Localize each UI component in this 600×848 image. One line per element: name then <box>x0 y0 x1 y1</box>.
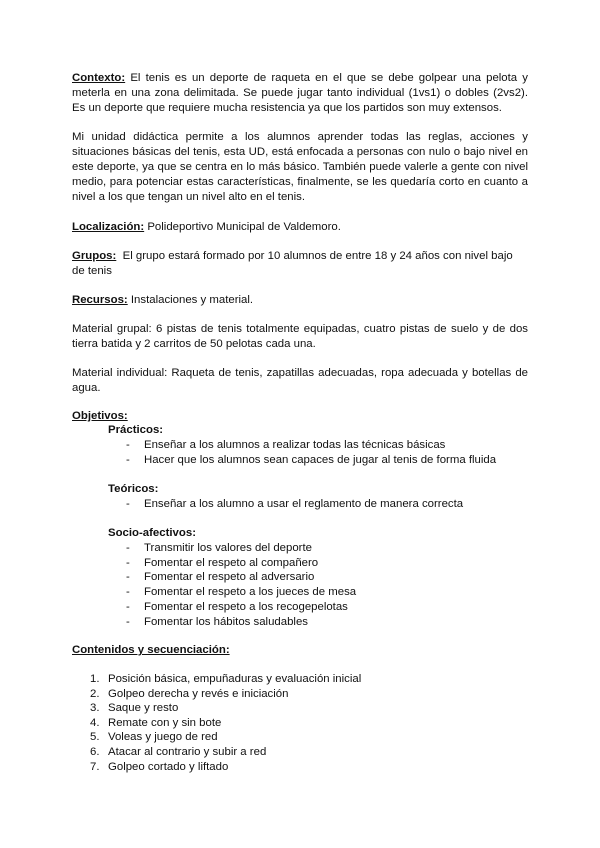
list-item: - Fomentar el respeto a los jueces de mesa <box>72 585 528 600</box>
grupos-text: El grupo estará formado por 10 alumnos de entre 18 y 24 años con nivel bajo de tenis <box>72 250 513 277</box>
list-item: - Fomentar el respeto a los recogepelotas <box>72 600 528 615</box>
socio-afectivos-heading: Socio-afectivos: <box>108 527 196 539</box>
unidad-paragraph <box>72 130 528 205</box>
list-item: - Transmitir los valores del deporte <box>72 541 528 556</box>
localizacion-text: Polideportivo Municipal de Valdemoro. <box>147 221 341 233</box>
item-text: Voleas y juego de red <box>108 731 218 744</box>
recursos-text: Instalaciones y material. <box>130 294 254 306</box>
item-number: 5. <box>90 731 100 744</box>
list-item: - Hacer que los alumnos sean capaces de jugar al tenis de forma fluida <box>72 453 528 468</box>
socio-afectivos-list <box>72 541 528 629</box>
item-text: Remate con y sin bote <box>108 716 222 729</box>
practicos-heading: Prácticos: <box>108 424 164 436</box>
contenidos-heading <box>72 643 528 658</box>
list-item <box>72 687 528 702</box>
grupos-paragraph <box>72 249 528 279</box>
list-item: - Fomentar el respeto al adversario <box>72 570 528 585</box>
item-number: 1. <box>90 673 100 685</box>
item-text: Atacar al contrario y subir a red <box>108 745 267 758</box>
practicos-list <box>72 438 528 467</box>
teoricos-list <box>72 497 528 512</box>
material-grupal-text: Material grupal: 6 pistas de tenis totalmente equipadas, cuatro pistas de suelo y de dos tierra batida y 2 carritos de 50 pelotas cada una. <box>72 323 528 350</box>
localizacion-paragraph <box>72 220 528 235</box>
item-number: 3. <box>90 702 100 715</box>
contexto-paragraph <box>72 71 528 116</box>
list-item <box>72 730 528 745</box>
list-item <box>72 716 528 731</box>
list-item <box>72 672 528 687</box>
list-item <box>72 745 528 760</box>
item-text: Golpeo cortado y liftado <box>108 760 229 773</box>
contenidos-list <box>72 672 528 774</box>
list-item <box>72 701 528 716</box>
material-grupal-paragraph <box>72 322 528 352</box>
item-text: Saque y resto <box>108 702 179 715</box>
item-number: 4. <box>90 716 100 729</box>
recursos-paragraph <box>72 293 528 308</box>
teoricos-heading: Teóricos: <box>108 483 159 495</box>
objetivos-label: Objetivos: <box>72 410 128 422</box>
contexto-label: Contexto: <box>72 72 126 84</box>
material-individual-text: Material individual: Raqueta de tenis, zapatillas adecuadas, ropa adecuada y botellas de agua. <box>72 367 528 394</box>
item-text: Golpeo derecha y revés e iniciación <box>108 687 289 700</box>
list-item: - Fomentar el respeto al compañero <box>72 556 528 571</box>
localizacion-label: Localización: <box>72 221 145 233</box>
list-item: - Enseñar a los alumnos a realizar todas las técnicas básicas <box>72 438 528 453</box>
objetivos-heading <box>72 409 528 424</box>
contexto-text: El tenis es un deporte de raqueta en el que se debe golpear una pelota y meterla en una zona delimitada. Se puede jugar tanto individual (1vs1) o dobles (2vs2). Es un deporte que requiere mucha resistencia ya que los partidos son muy extensos. <box>72 72 528 114</box>
list-item: - Enseñar a los alumno a usar el reglamento de manera correcta <box>72 497 528 512</box>
grupos-label: Grupos: <box>72 250 117 262</box>
list-item: - Fomentar los hábitos saludables <box>72 615 528 630</box>
unidad-text: Mi unidad didáctica permite a los alumnos aprender todas las reglas, acciones y situaciones básicas del tenis, esta UD, está enfocada a personas con nulo o bajo nivel en este deporte, ya que se centra en lo más básico. También puede valerle a gente con nivel medio, para potenciar estas características, finalmente, se les quedaría corto en cuanto a nivel a los que tengan un nivel alto en el tenis. <box>72 131 528 203</box>
material-individual-paragraph <box>72 366 528 396</box>
item-number: 2. <box>90 687 100 700</box>
list-item <box>72 760 528 775</box>
item-number: 6. <box>90 745 100 758</box>
recursos-label: Recursos: <box>72 294 128 306</box>
contenidos-label: Contenidos y secuenciación: <box>72 644 230 656</box>
item-number: 7. <box>90 760 100 773</box>
item-text: Posición básica, empuñaduras y evaluación inicial <box>108 673 362 685</box>
